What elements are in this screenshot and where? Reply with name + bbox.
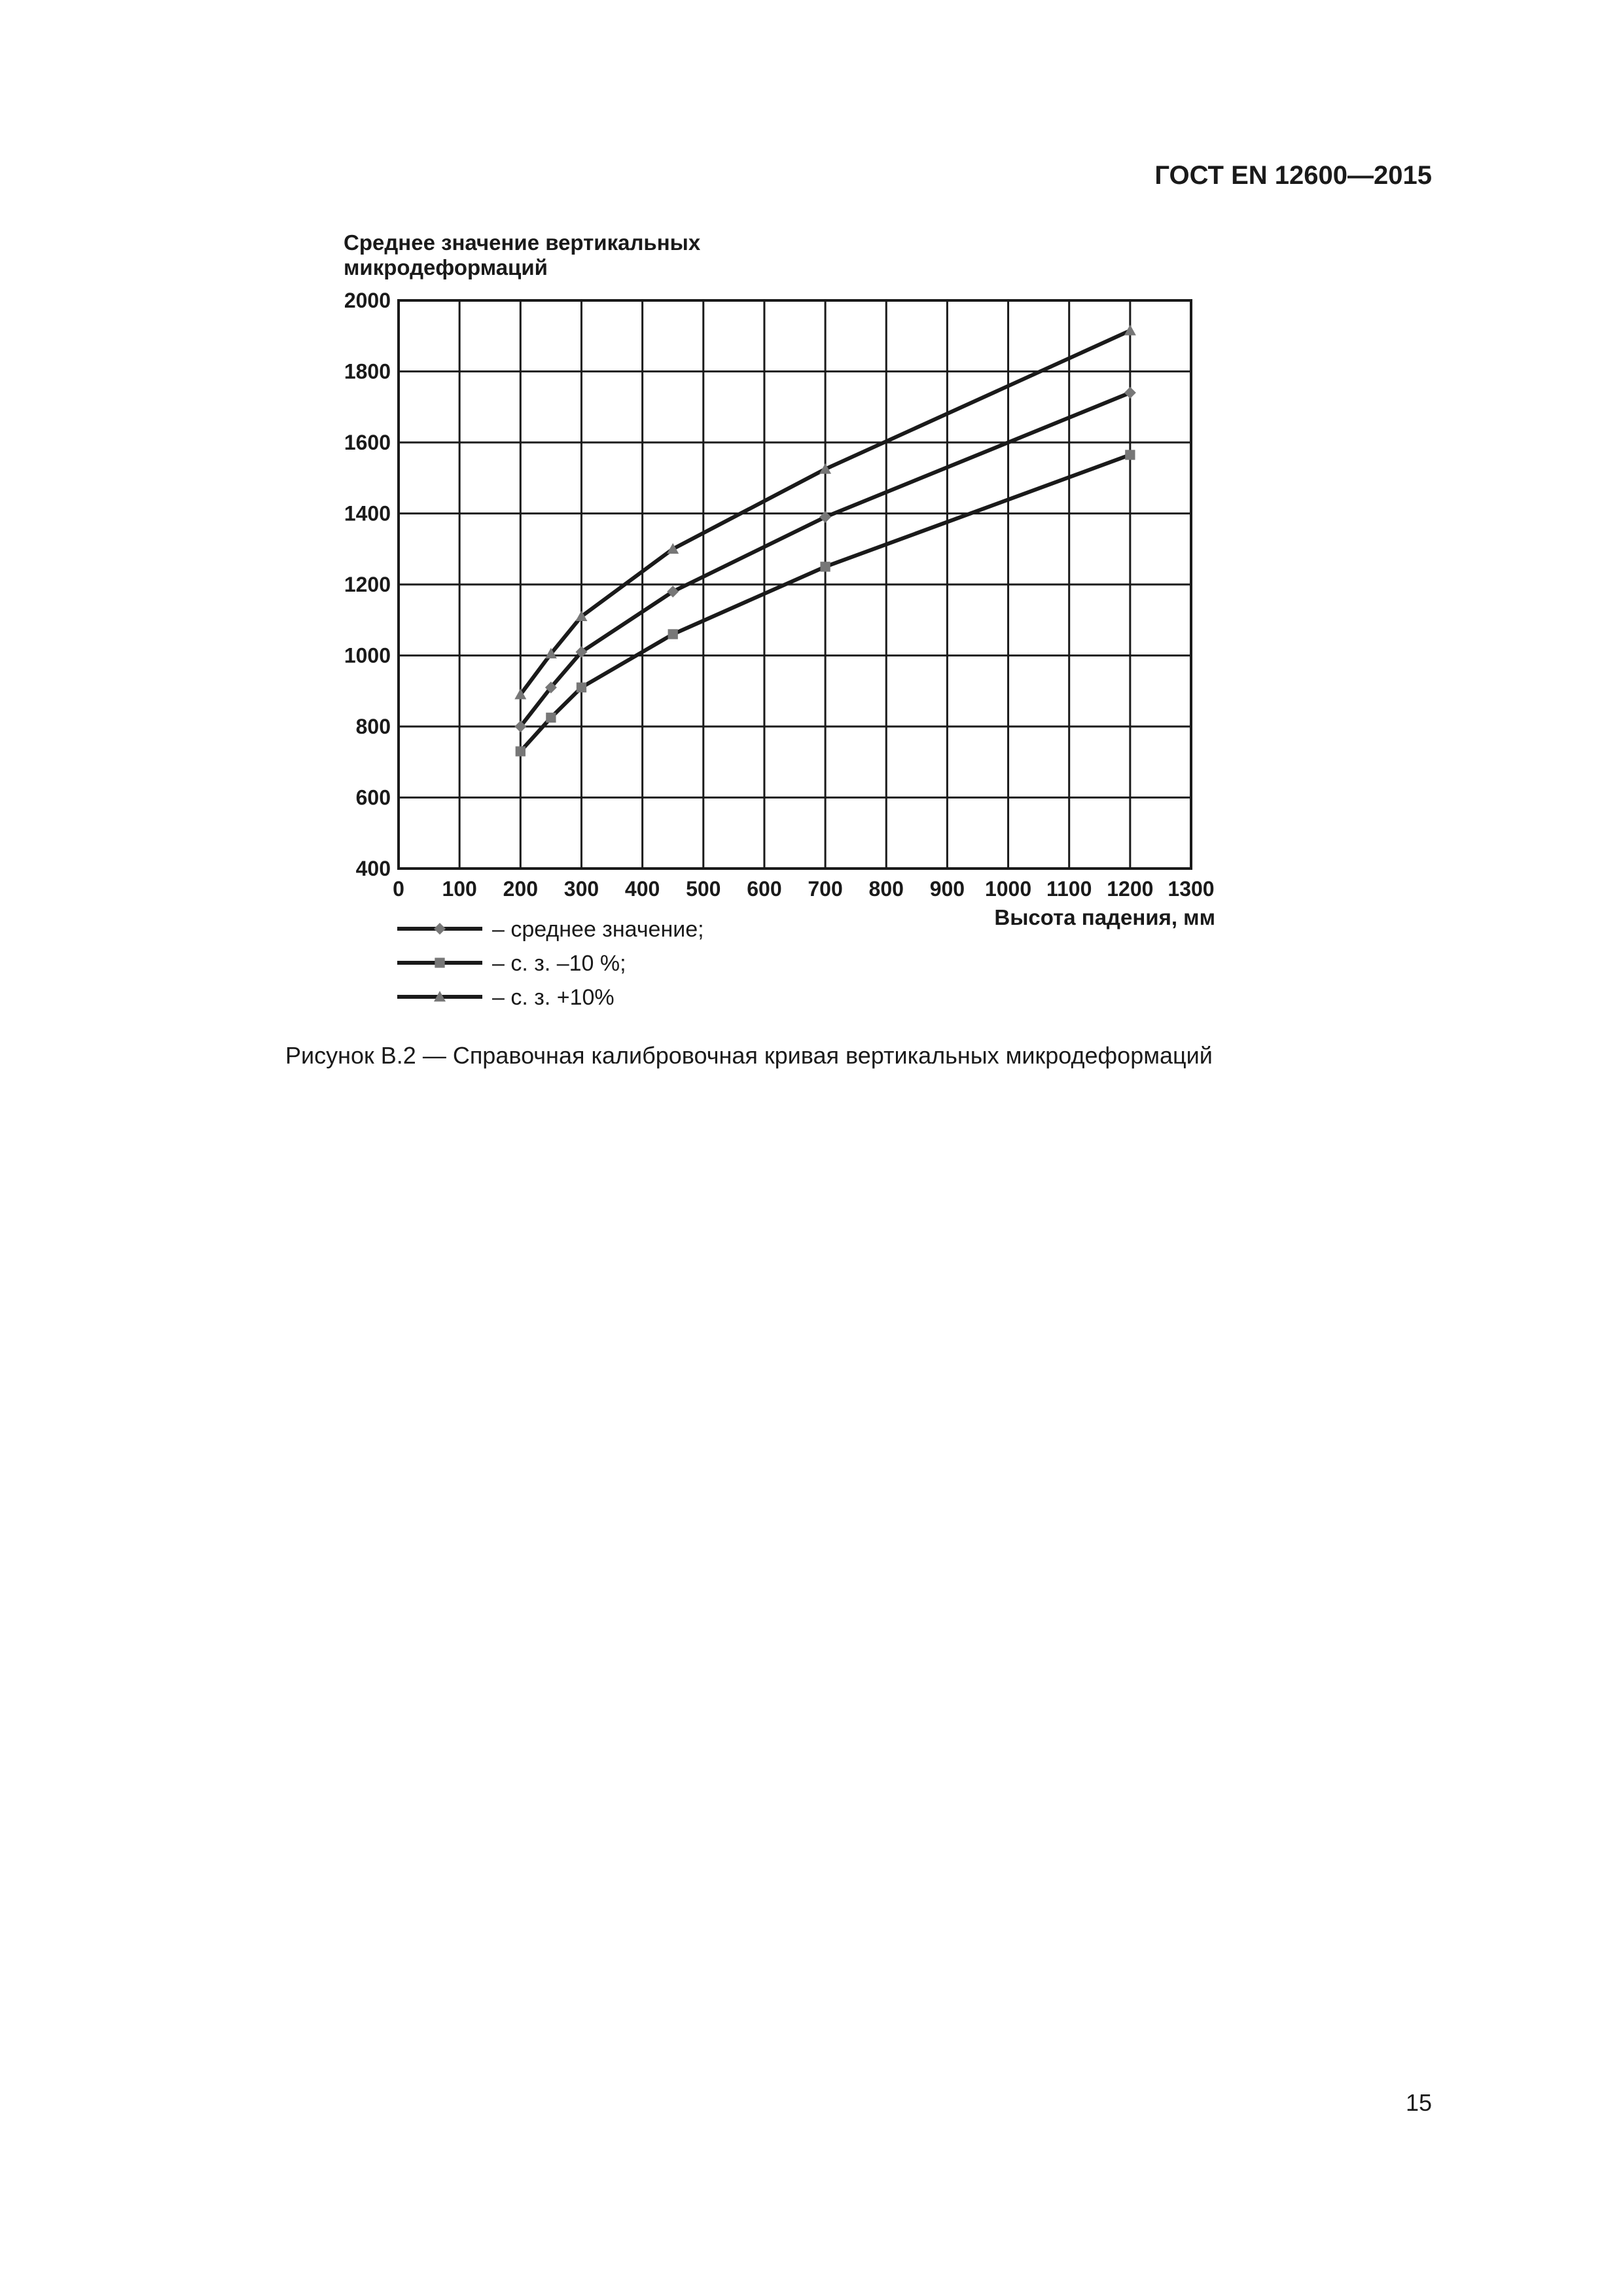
y-tick-label: 2000 (344, 289, 391, 312)
x-tick-label: 600 (747, 877, 782, 901)
y-tick-label: 600 (355, 785, 391, 810)
x-tick-label: 700 (808, 877, 843, 901)
data-point-diamond (1124, 387, 1136, 399)
x-tick-label: 800 (868, 877, 904, 901)
x-axis-label: Высота падения, мм (994, 905, 1215, 929)
y-tick-label: 1000 (344, 643, 391, 668)
x-tick-label: 0 (393, 877, 404, 901)
y-axis-label: Среднее значение вертикальных (344, 230, 701, 255)
data-point-square (546, 713, 556, 723)
x-tick-label: 1300 (1168, 877, 1215, 901)
x-tick-label: 1000 (984, 877, 1032, 901)
y-tick-label: 800 (355, 715, 391, 738)
x-tick-label: 900 (929, 877, 965, 901)
legend-marker-square (435, 958, 444, 967)
legend-label-diamond: – среднее значение; (492, 917, 704, 942)
legend-layer (397, 917, 704, 1010)
legend-marker-diamond (434, 923, 446, 935)
x-tick-label: 500 (686, 877, 721, 901)
data-point-square (668, 629, 678, 639)
y-axis-label: микродеформаций (344, 255, 548, 279)
legend-label-triangle: – с. з. +10% (492, 985, 615, 1010)
document-header: ГОСТ EN 12600—2015 (1154, 161, 1432, 190)
legend-label-square: – с. з. –10 %; (492, 951, 626, 976)
label-layer (344, 230, 1215, 929)
data-point-square (820, 562, 830, 571)
chart-container (0, 0, 1623, 1113)
x-tick-label: 1200 (1107, 877, 1154, 901)
data-point-square (577, 683, 586, 692)
y-tick-label: 1200 (344, 573, 391, 596)
data-point-square (1125, 450, 1135, 459)
y-tick-label: 1400 (344, 501, 391, 526)
grid-layer (399, 300, 1191, 869)
data-point-square (516, 746, 526, 756)
x-tick-label: 300 (563, 877, 599, 901)
x-tick-label: 1100 (1046, 877, 1092, 901)
x-tick-label: 400 (624, 877, 660, 901)
y-tick-label: 400 (355, 857, 391, 880)
figure-caption: Рисунок В.2 — Справочная калибровочная кривая вертикальных микродеформаций (285, 1042, 1213, 1069)
calibration-chart (0, 0, 1623, 1113)
page-number: 15 (1405, 2089, 1432, 2116)
data-point-triangle (1124, 325, 1136, 335)
y-tick-label: 1800 (344, 359, 391, 384)
x-tick-label: 100 (442, 877, 477, 901)
y-tick-label: 1600 (344, 431, 391, 454)
x-tick-label: 200 (503, 877, 539, 901)
